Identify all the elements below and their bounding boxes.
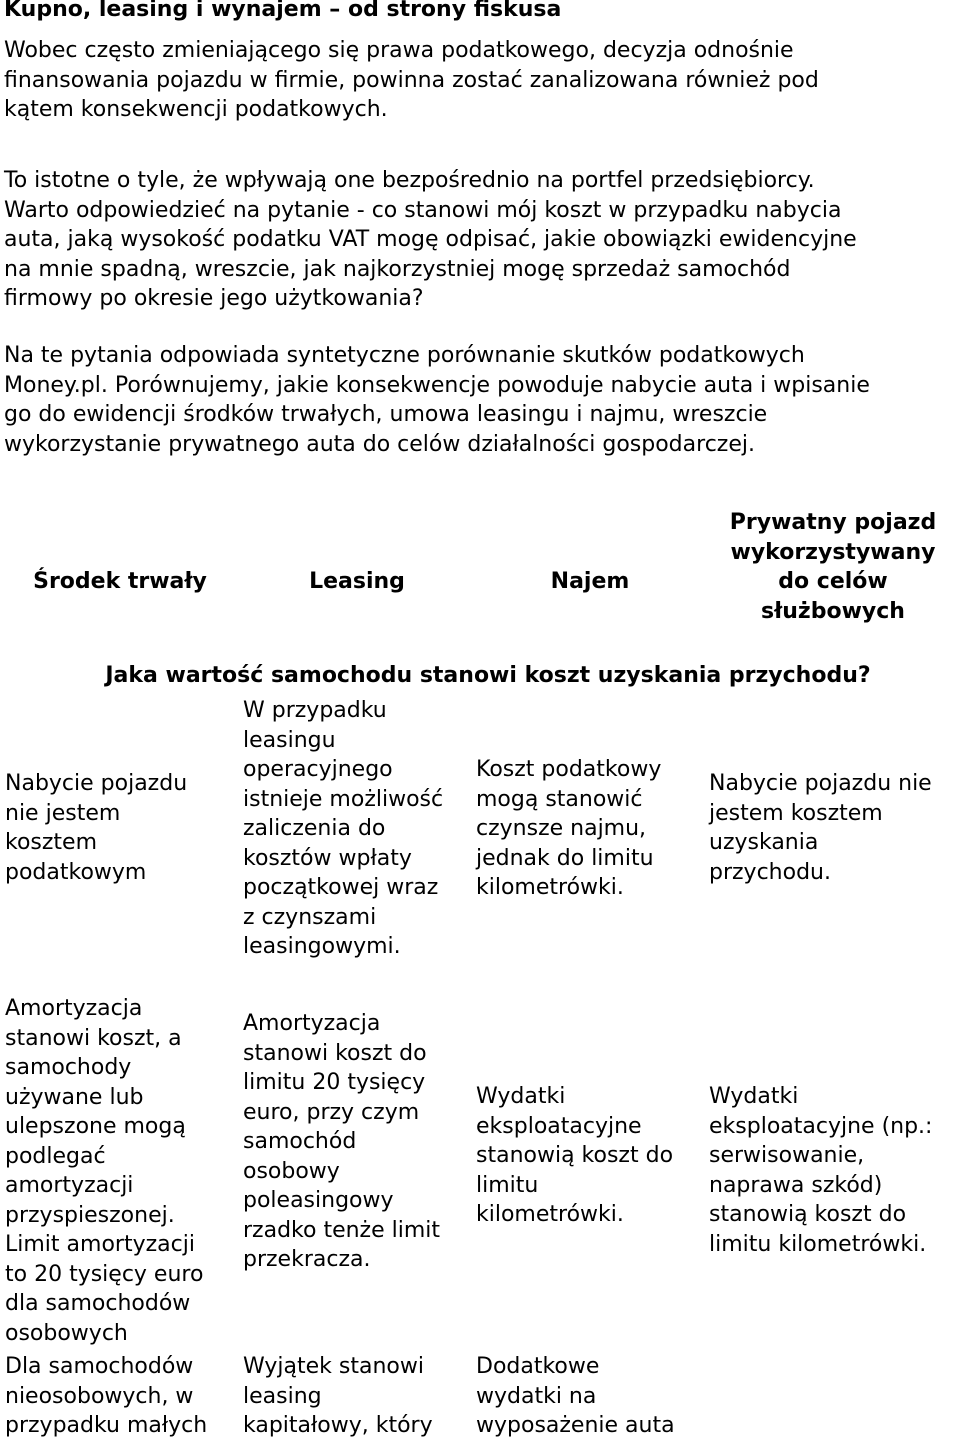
- table-cell: Dodatkowe wydatki na wyposażenie auta: [476, 1354, 675, 1438]
- table-cell: W przypadku leasingu operacyjnego istnieje możliwość zaliczenia do kosztów wpłaty początkowej wraz z czynszami leasingowymi.: [243, 698, 444, 959]
- column-header-rental: Najem: [550, 569, 630, 594]
- column-header-leasing: Leasing: [309, 569, 405, 594]
- table-cell: Koszt podatkowy mogą stanowić czynsze najmu, jednak do limitu kilometrówki.: [476, 757, 662, 900]
- comparison-paragraph: Na te pytania odpowiada syntetyczne porównanie skutków podatkowych Money.pl. Porównujemy, jakie konsekwencje powoduje nabycie auta i wpisanie go do ewidencji środków trwałych, umowa leasingu i najmu, wreszcie wykorzystanie prywatnego auta do celów działalności gospodarczej.: [4, 343, 870, 457]
- intro-paragraph: Wobec często zmieniającego się prawa podatkowego, decyzja odnośnie finansowania pojazdu w firmie, powinna zostać zanalizowana również pod kątem konsekwencji podatkowych.: [4, 38, 819, 122]
- table-cell: Amortyzacja stanowi koszt, a samochody używane lub ulepszone mogą podlegać amortyzacji przyspieszonej. Limit amortyzacji to 20 tysięcy euro dla samochodów osobowych: [5, 996, 204, 1346]
- table-cell: Amortyzacja stanowi koszt do limitu 20 tysięcy euro, przy czym samochód osobowy poleasingowy rzadko tenże limit przekracza.: [243, 1011, 441, 1272]
- table-cell: Nabycie pojazdu nie jestem kosztem uzyskania przychodu.: [709, 771, 932, 885]
- table-section-question: Jaka wartość samochodu stanowi koszt uzyskania przychodu?: [105, 663, 871, 688]
- table-cell: Wydatki eksploatacyjne stanowią koszt do limitu kilometrówki.: [476, 1084, 674, 1227]
- column-header-fixed-asset: Środek trwały: [33, 569, 207, 594]
- column-header-private-vehicle: Prywatny pojazd wykorzystywany do celów służbowych: [729, 510, 937, 624]
- table-cell: Dla samochodów nieosobowych, w przypadku małych: [5, 1354, 208, 1438]
- table-cell: Nabycie pojazdu nie jestem kosztem podatkowym: [5, 771, 188, 885]
- table-cell: Wydatki eksploatacyjne (np.: serwisowanie, naprawa szkód) stanowią koszt do limitu kilometrówki.: [709, 1084, 933, 1257]
- document-title: Kupno, leasing i wynajem – od strony fiskusa: [4, 0, 562, 22]
- table-cell: Wyjątek stanowi leasing kapitałowy, który: [243, 1354, 433, 1438]
- questions-paragraph: To istotne o tyle, że wpływają one bezpośrednio na portfel przedsiębiorcy. Warto odpowiedzieć na pytanie - co stanowi mój koszt w przypadku nabycia auta, jaką wysokość podatku VAT mogę odpisać, jakie obowiązki ewidencyjne na mnie spadną, wreszcie, jak najkorzystniej mogę sprzedaż samochód firmowy po okresie jego użytkowania?: [4, 168, 857, 311]
